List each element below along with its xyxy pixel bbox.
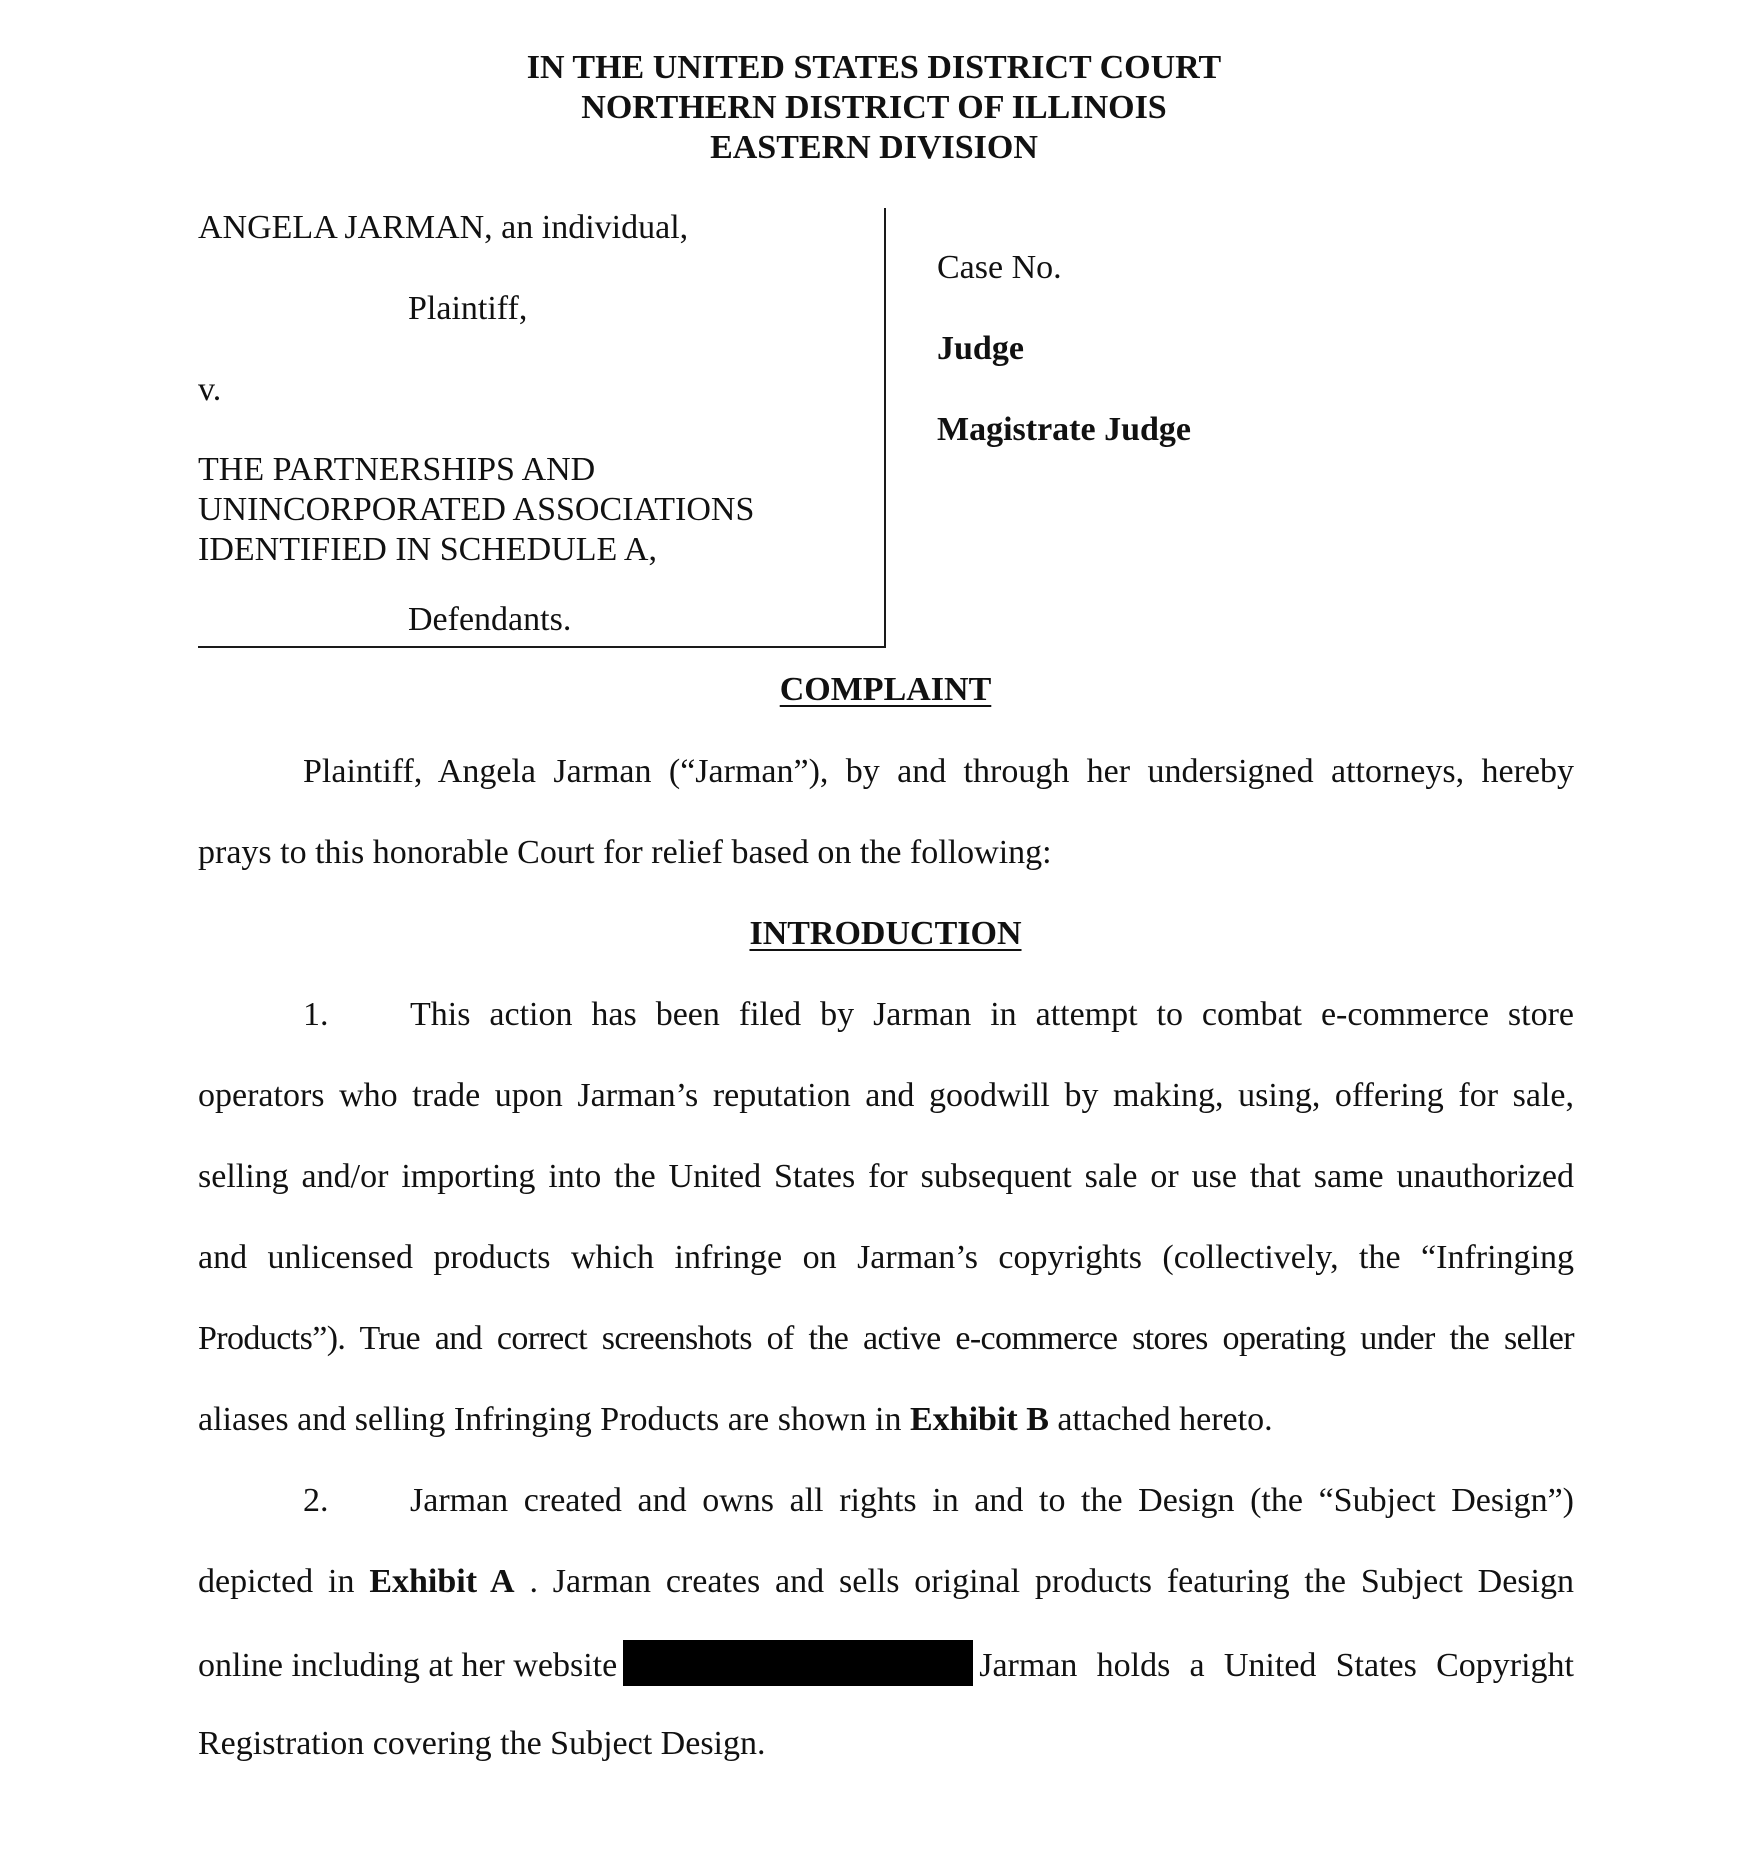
case-caption-parties bbox=[198, 208, 886, 648]
versus-label: v. bbox=[198, 371, 222, 408]
paragraph-2-line-4: Registration covering the Subject Design. bbox=[198, 1725, 766, 1762]
court-header-line2: NORTHERN DISTRICT OF ILLINOIS bbox=[581, 89, 1167, 126]
case-number-label: Case No. bbox=[937, 249, 1062, 286]
defendants-line-2: UNINCORPORATED ASSOCIATIONS bbox=[198, 491, 755, 528]
defendants-line-1: THE PARTNERSHIPS AND bbox=[198, 451, 596, 488]
paragraph-1-line-6-text-a: aliases and selling Infringing Products are shown in bbox=[198, 1401, 910, 1438]
exhibit-a-reference: Exhibit A bbox=[369, 1563, 515, 1600]
paragraph-2-line-2-text-a: depicted in bbox=[198, 1563, 370, 1600]
paragraph-1-line-5: Products”). True and correct screenshots of the active e-commerce stores operating under the seller bbox=[198, 1320, 1574, 1357]
intro-line-1: Plaintiff, Angela Jarman (“Jarman”), by and through her undersigned attorneys, hereby bbox=[303, 753, 1574, 790]
redaction-bar bbox=[623, 1640, 973, 1686]
court-header-line3: EASTERN DIVISION bbox=[710, 129, 1038, 166]
paragraph-1-number: 1. bbox=[303, 996, 329, 1033]
paragraph-2-line-2 bbox=[198, 1562, 1574, 1602]
paragraph-2-line-1: Jarman created and owns all rights in and to the Design (the “Subject Design”) bbox=[410, 1482, 1574, 1519]
court-header bbox=[0, 48, 1748, 168]
paragraph-2-line-2-text-b: . Jarman creates and sells original products featuring the Subject Design bbox=[529, 1563, 1574, 1600]
exhibit-b-reference: Exhibit B bbox=[909, 1401, 1049, 1438]
paragraph-1-line-6 bbox=[198, 1400, 1574, 1440]
court-header-line1: IN THE UNITED STATES DISTRICT COURT bbox=[526, 49, 1222, 86]
plaintiff-name: ANGELA JARMAN, an individual, bbox=[198, 209, 689, 246]
paragraph-1-line-2: operators who trade upon Jarman’s reputation and goodwill by making, using, offering for sale, bbox=[198, 1077, 1574, 1114]
plaintiff-label: Plaintiff, bbox=[408, 290, 528, 327]
introduction-heading: INTRODUCTION bbox=[749, 915, 1022, 952]
paragraph-2-line-3-text-a: online including at her website bbox=[198, 1647, 618, 1684]
paragraph-2-line-3-text-b: Jarman holds a United States Copyright bbox=[979, 1647, 1574, 1684]
judge-label: Judge bbox=[937, 330, 1024, 367]
defendants-line-3: IDENTIFIED IN SCHEDULE A, bbox=[198, 531, 657, 568]
complaint-heading: COMPLAINT bbox=[779, 671, 992, 708]
paragraph-2-number: 2. bbox=[303, 1482, 329, 1519]
paragraph-1-line-4: and unlicensed products which infringe on Jarman’s copyrights (collectively, the “Infringing bbox=[198, 1239, 1574, 1276]
paragraph-1-line-1: This action has been filed by Jarman in attempt to combat e-commerce store bbox=[410, 996, 1574, 1033]
intro-line-2: prays to this honorable Court for relief based on the following: bbox=[198, 834, 1052, 871]
paragraph-1-line-6-text-b: attached hereto. bbox=[1048, 1401, 1273, 1438]
paragraph-1-line-3: selling and/or importing into the United States for subsequent sale or use that same unauthorized bbox=[198, 1158, 1574, 1195]
magistrate-judge-label: Magistrate Judge bbox=[937, 411, 1192, 448]
paragraph-2-line-3 bbox=[198, 1643, 1574, 1689]
defendants-label: Defendants. bbox=[408, 601, 572, 638]
